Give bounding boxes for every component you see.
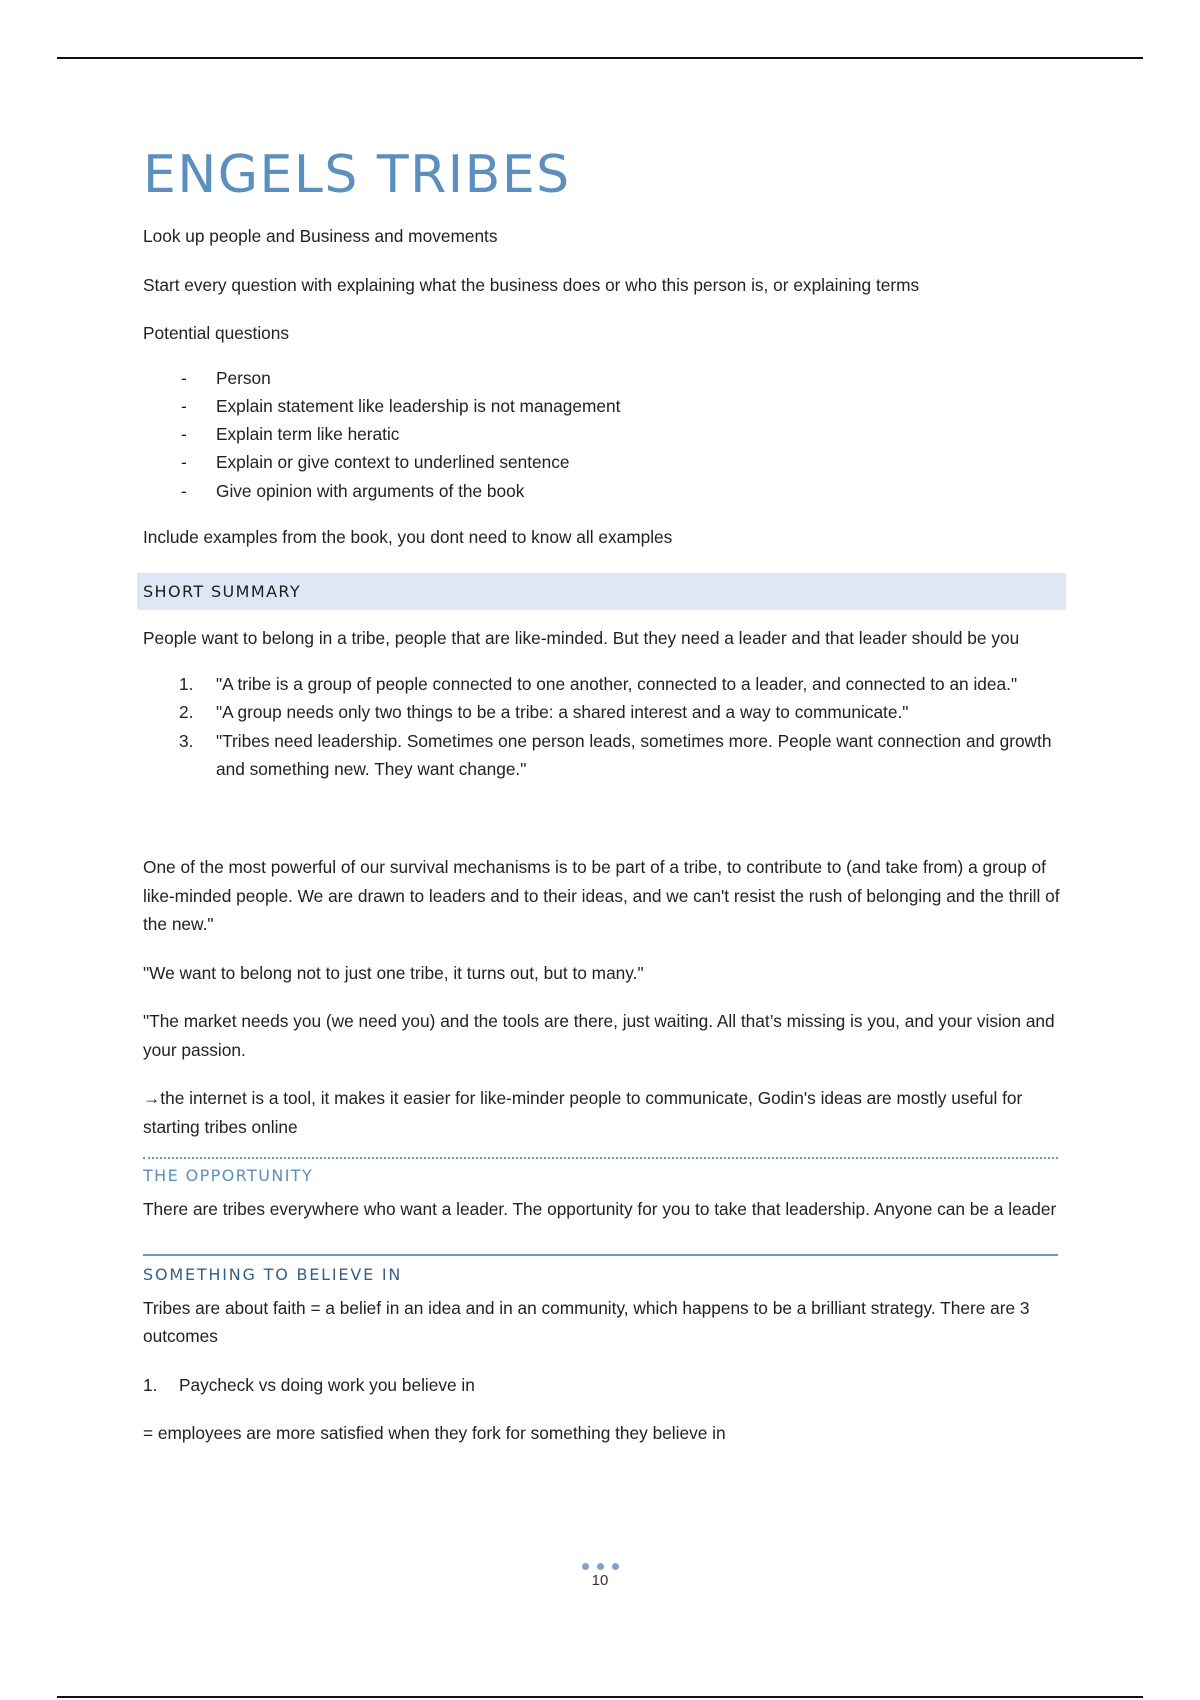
list-item	[143, 448, 1060, 476]
footer-dots-icon	[0, 1563, 1200, 1570]
page-title: ENGELS TRIBES	[143, 145, 571, 205]
list-item	[143, 420, 1060, 448]
list-number: 3.	[179, 730, 194, 751]
quote-text: "A tribe is a group of people connected to one another, connected to a leader, and connected to an idea."	[216, 673, 1018, 694]
question-types-list	[143, 364, 1060, 505]
summary-paragraph: "The market needs you (we need you) and the tools are there, just waiting. All that’s missing is you, and your vision and your passion.	[143, 1011, 1055, 1060]
list-item-text: Give opinion with arguments of the book	[216, 480, 525, 501]
list-item	[143, 364, 1060, 392]
heading-short-summary: SHORT SUMMARY	[137, 573, 1066, 610]
quote-text: "Tribes need leadership. Sometimes one person leads, sometimes more. People want connection and growth and something new. They want change."	[216, 730, 1052, 779]
dash-bullet: -	[181, 395, 187, 416]
spacer	[143, 783, 1060, 853]
summary-intro: People want to belong in a tribe, people that are like-minded. But they need a leader and that leader should be you	[143, 628, 1020, 649]
quote-text: "A group needs only two things to be a tribe: a shared interest and a way to communicate."	[216, 702, 909, 723]
dot	[582, 1563, 589, 1570]
summary-quotes-list	[143, 670, 1060, 783]
list-item-text: Explain or give context to underlined sentence	[216, 452, 570, 473]
top-rule	[57, 57, 1143, 59]
list-number: 1.	[179, 673, 194, 694]
believe-point	[143, 1371, 1060, 1400]
bottom-rule	[57, 1696, 1143, 1698]
believe-point-text: Paycheck vs doing work you believe in	[179, 1374, 475, 1395]
list-item	[143, 698, 1060, 726]
examples-note: Include examples from the book, you dont need to know all examples	[143, 526, 673, 547]
opportunity-text: There are tribes everywhere who want a leader. The opportunity for you to take that leadership. Anyone can be a leader	[143, 1199, 1057, 1220]
list-item	[143, 670, 1060, 698]
dash-bullet: -	[181, 367, 187, 388]
summary-paragraph: "We want to belong not to just one tribe, it turns out, but to many."	[143, 962, 644, 983]
list-item	[143, 477, 1060, 505]
intro-line: Potential questions	[143, 323, 290, 343]
list-item	[143, 392, 1060, 420]
believe-text: Tribes are about faith = a belief in an idea and in an community, which happens to be a brilliant strategy. There are 3 outcomes	[143, 1297, 1030, 1347]
list-number: 1.	[143, 1374, 158, 1395]
list-number: 2.	[179, 702, 194, 723]
dash-bullet: -	[181, 452, 187, 473]
summary-paragraph: →the internet is a tool, it makes it easier for like-minder people to communicate, Godin's ideas are mostly useful for starting tribes online	[143, 1088, 1023, 1137]
believe-followup: = employees are more satisfied when they fork for something they believe in	[143, 1423, 726, 1444]
dash-bullet: -	[181, 480, 187, 501]
dot	[612, 1563, 619, 1570]
heading-something-to-believe-in: SOMETHING TO BELIEVE IN	[143, 1254, 1058, 1286]
list-item-text: Explain statement like leadership is not management	[216, 395, 621, 416]
intro-line: Look up people and Business and movements	[143, 226, 498, 246]
page-number: 10	[591, 1572, 609, 1589]
list-item-text: Explain term like heratic	[216, 424, 400, 445]
dash-bullet: -	[181, 424, 187, 445]
page-footer	[0, 1563, 1200, 1590]
summary-paragraph: One of the most powerful of our survival mechanisms is to be part of a tribe, to contribute to (and take from) a group of like-minded people. We are drawn to leaders and to their ideas, and we can't resist the rush of belonging and the thrill of the new."	[143, 857, 1060, 935]
list-item	[143, 727, 1060, 784]
intro-line: Start every question with explaining what the business does or who this person is, or explaining terms	[143, 274, 920, 295]
dot	[597, 1563, 604, 1570]
list-item-text: Person	[216, 367, 271, 388]
document-page	[143, 140, 1060, 1468]
heading-the-opportunity: THE OPPORTUNITY	[143, 1157, 1058, 1187]
